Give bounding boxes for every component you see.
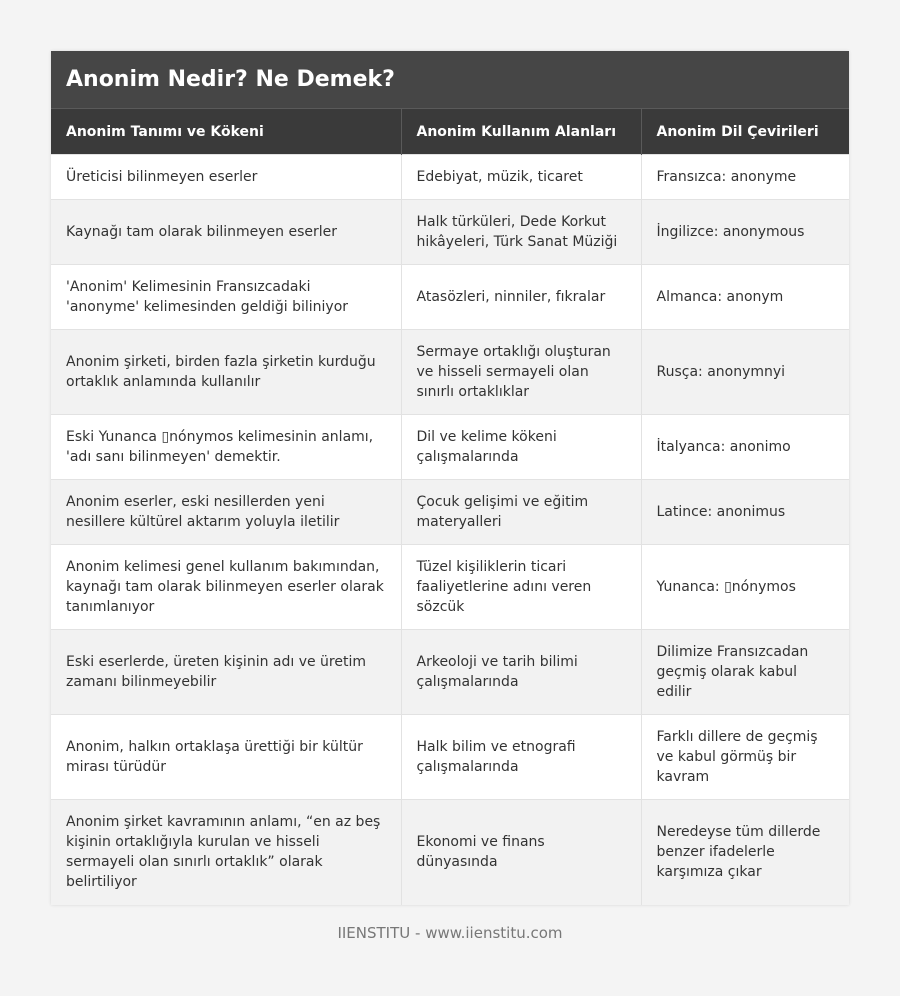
translation-cell: Fransızca: anonyme <box>641 155 849 200</box>
definition-cell: Eski eserlerde, üreten kişinin adı ve üretim zamanı bilinmeyebilir <box>51 630 401 715</box>
definition-cell: Üreticisi bilinmeyen eserler <box>51 155 401 200</box>
translation-cell: Yunanca: ▯nónymos <box>641 545 849 630</box>
usage-cell: Halk türküleri, Dede Korkut hikâyeleri, Türk Sanat Müziği <box>401 200 641 265</box>
definition-cell: Anonim kelimesi genel kullanım bakımından, kaynağı tam olarak bilinmeyen eserler olarak tanımlanıyor <box>51 545 401 630</box>
translation-cell: Neredeyse tüm dillerde benzer ifadelerle karşımıza çıkar <box>641 800 849 905</box>
table-row <box>51 155 849 200</box>
definition-cell: 'Anonim' Kelimesinin Fransızcadaki 'anonyme' kelimesinden geldiği biliniyor <box>51 265 401 330</box>
table-row <box>51 715 849 800</box>
translation-cell: Dilimize Fransızcadan geçmiş olarak kabul edilir <box>641 630 849 715</box>
usage-cell: Arkeoloji ve tarih bilimi çalışmalarında <box>401 630 641 715</box>
header-row <box>51 109 849 155</box>
table-row <box>51 630 849 715</box>
usage-cell: Halk bilim ve etnografi çalışmalarında <box>401 715 641 800</box>
table-title: Anonim Nedir? Ne Demek? <box>51 51 849 108</box>
usage-cell: Sermaye ortaklığı oluşturan ve hisseli sermayeli olan sınırlı ortaklıklar <box>401 330 641 415</box>
usage-cell: Çocuk gelişimi ve eğitim materyalleri <box>401 480 641 545</box>
table-card <box>51 51 849 905</box>
table-row <box>51 200 849 265</box>
table-row <box>51 800 849 905</box>
definition-table <box>51 108 849 905</box>
definition-cell: Kaynağı tam olarak bilinmeyen eserler <box>51 200 401 265</box>
translation-cell: İtalyanca: anonimo <box>641 415 849 480</box>
column-header-translations: Anonim Dil Çevirileri <box>641 109 849 155</box>
definition-cell: Anonim şirket kavramının anlamı, “en az beş kişinin ortaklığıyla kurulan ve hisseli sermayeli olan sınırlı ortaklık” olarak belirtiliyor <box>51 800 401 905</box>
usage-cell: Dil ve kelime kökeni çalışmalarında <box>401 415 641 480</box>
translation-cell: Latince: anonimus <box>641 480 849 545</box>
translation-cell: Farklı dillere de geçmiş ve kabul görmüş bir kavram <box>641 715 849 800</box>
translation-cell: Almanca: anonym <box>641 265 849 330</box>
definition-cell: Eski Yunanca ▯nónymos kelimesinin anlamı, 'adı sanı bilinmeyen' demektir. <box>51 415 401 480</box>
table-row <box>51 265 849 330</box>
footer-credit: IIENSTITU - www.iienstitu.com <box>337 924 563 942</box>
usage-cell: Edebiyat, müzik, ticaret <box>401 155 641 200</box>
translation-cell: İngilizce: anonymous <box>641 200 849 265</box>
table-row <box>51 545 849 630</box>
usage-cell: Ekonomi ve finans dünyasında <box>401 800 641 905</box>
table-row <box>51 330 849 415</box>
usage-cell: Tüzel kişiliklerin ticari faaliyetlerine adını veren sözcük <box>401 545 641 630</box>
definition-cell: Anonim şirketi, birden fazla şirketin kurduğu ortaklık anlamında kullanılır <box>51 330 401 415</box>
column-header-usage: Anonim Kullanım Alanları <box>401 109 641 155</box>
column-header-definition: Anonim Tanımı ve Kökeni <box>51 109 401 155</box>
table-row <box>51 415 849 480</box>
definition-cell: Anonim eserler, eski nesillerden yeni nesillere kültürel aktarım yoluyla iletilir <box>51 480 401 545</box>
table-row <box>51 480 849 545</box>
usage-cell: Atasözleri, ninniler, fıkralar <box>401 265 641 330</box>
translation-cell: Rusça: anonymnyi <box>641 330 849 415</box>
definition-cell: Anonim, halkın ortaklaşa ürettiği bir kültür mirası türüdür <box>51 715 401 800</box>
